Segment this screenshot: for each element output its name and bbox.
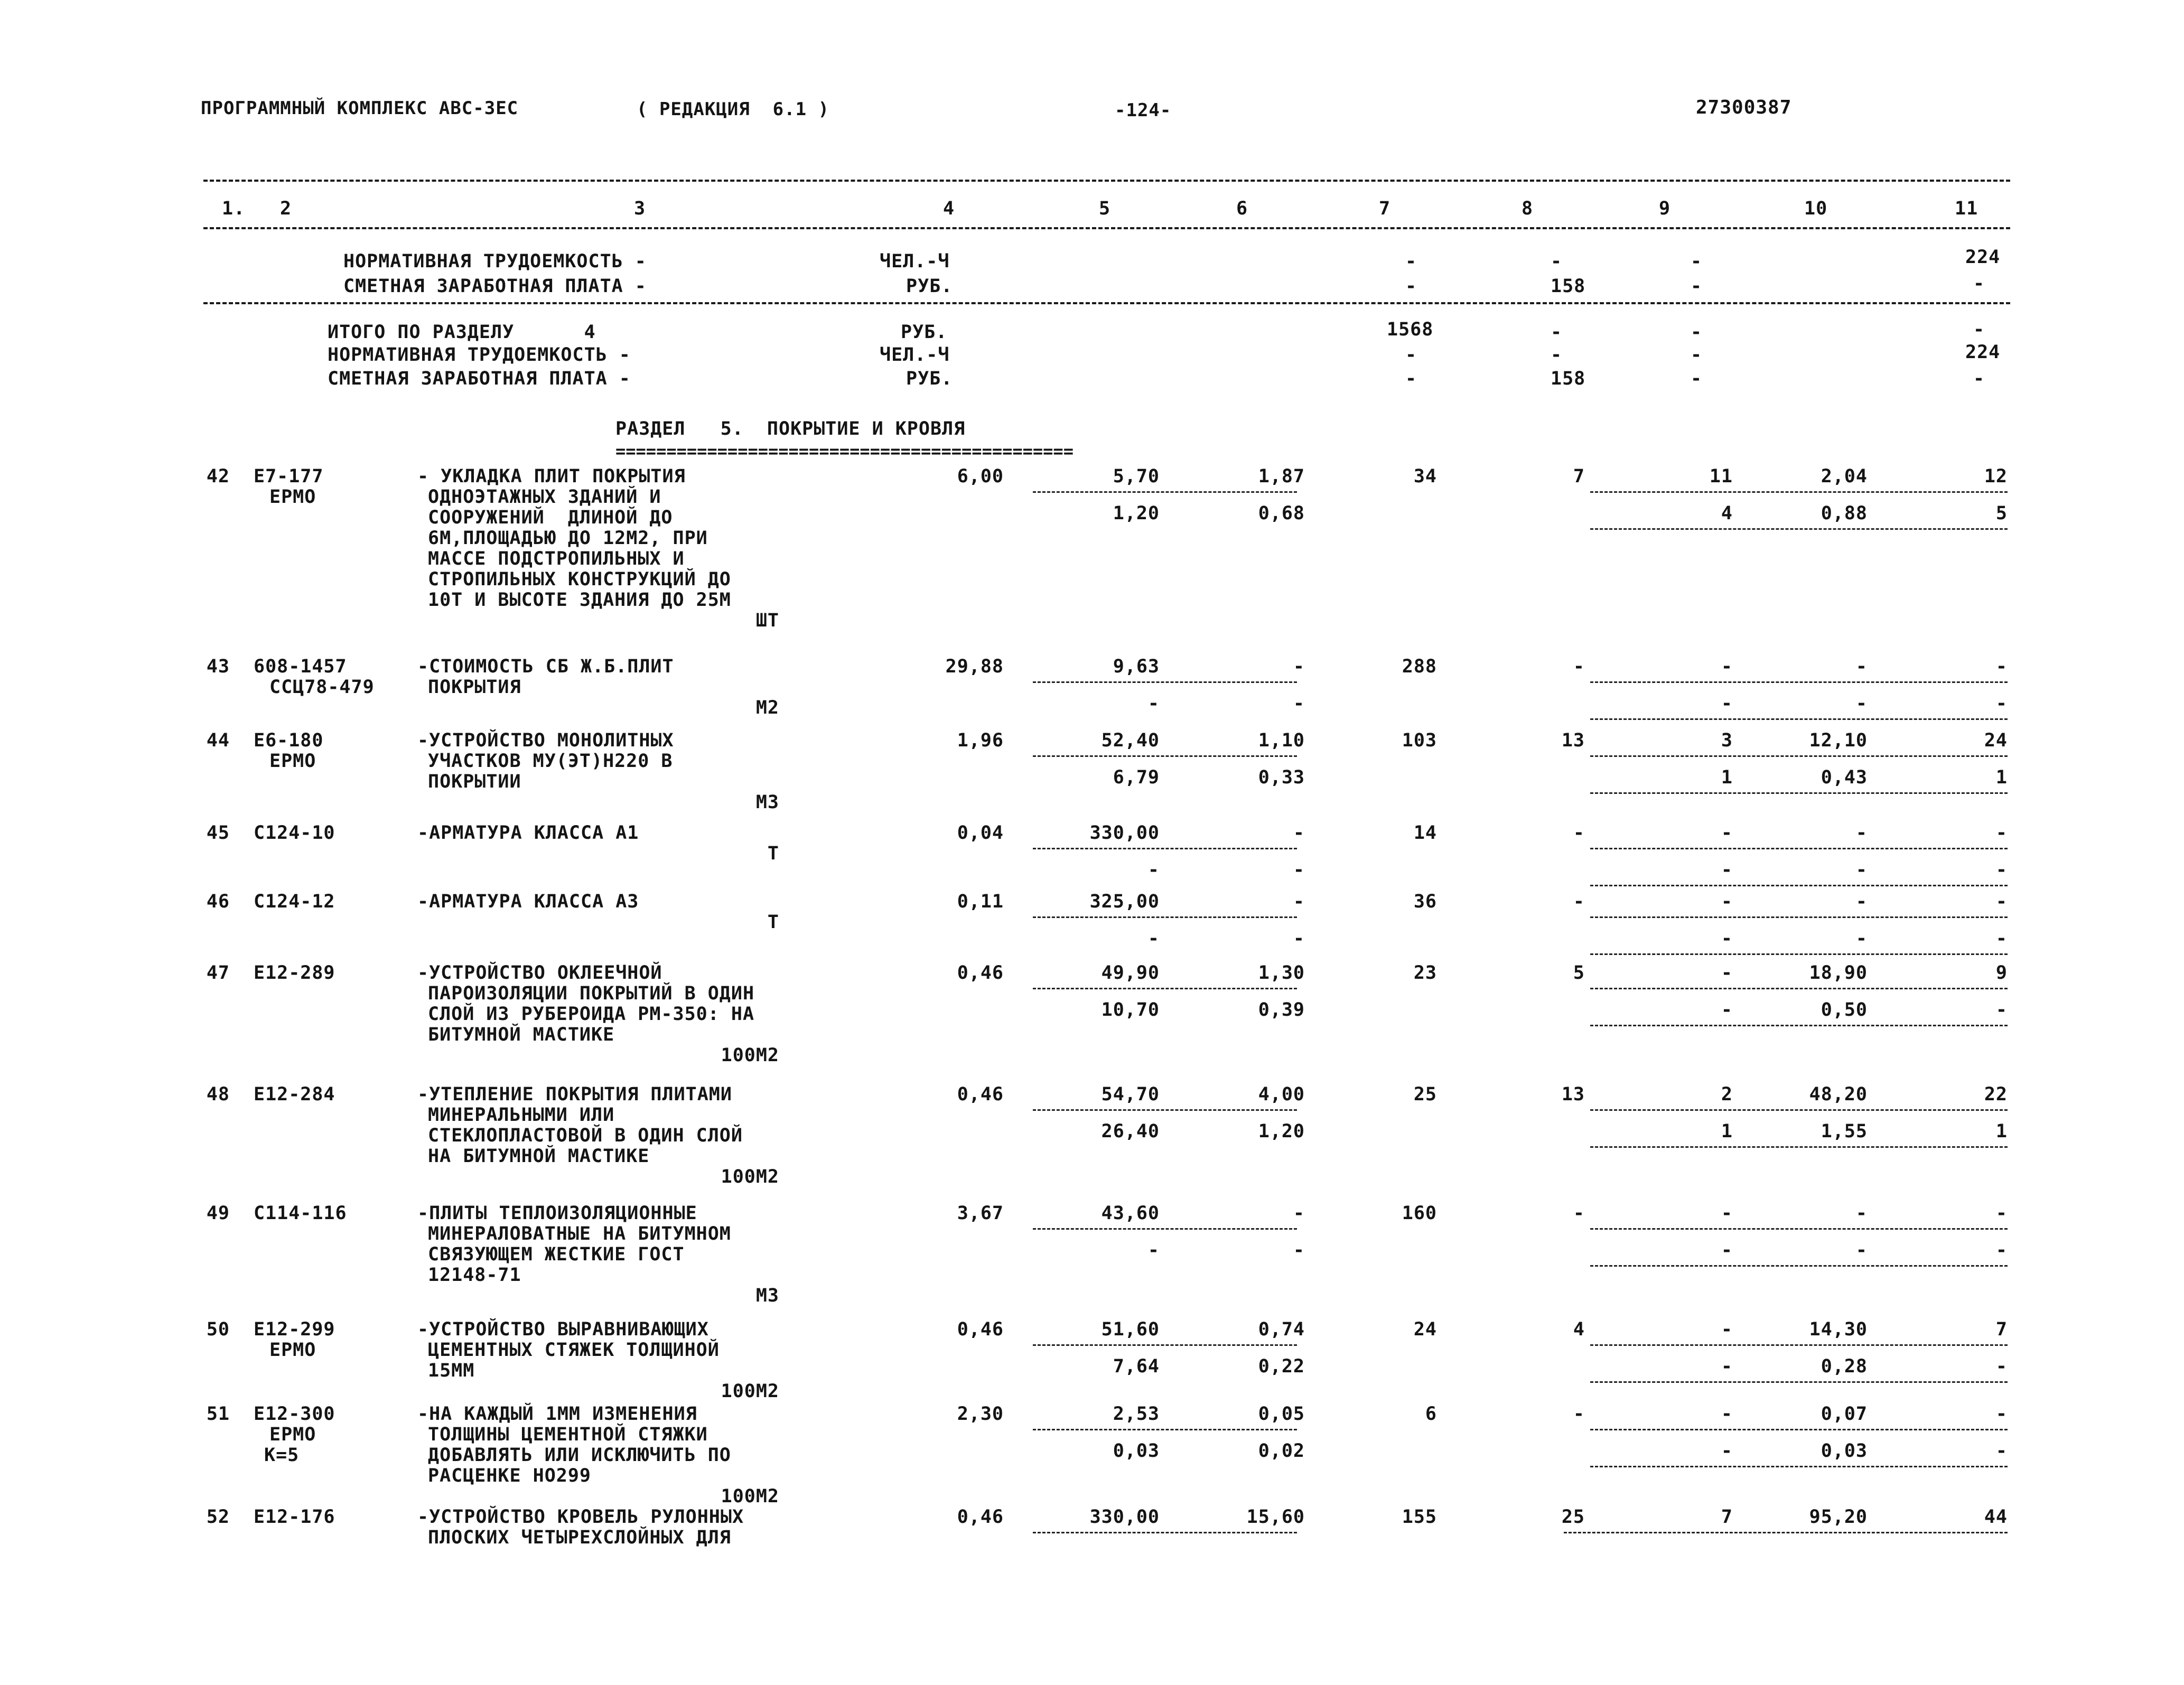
- block-rule: [203, 302, 2010, 304]
- description-line: -УТЕПЛЕНИЕ ПОКРЫТИЯ ПЛИТАМИ: [417, 1084, 732, 1105]
- row-number: 42: [206, 466, 230, 487]
- total-wage-label: СМЕТНАЯ ЗАРАБОТНАЯ ПЛАТА -: [328, 368, 631, 389]
- norm-labor-unit: ЧЕЛ.-Ч: [880, 251, 950, 272]
- wage-unit: РУБ.: [906, 276, 953, 297]
- description-line: УЧАСТКОВ МУ(ЭТ)Н220 В: [428, 751, 673, 772]
- cell-c10-wages: -: [1855, 928, 1868, 949]
- cell-c5: 52,40: [1101, 730, 1160, 751]
- resource-code: С124-10: [254, 822, 335, 844]
- cell-c8: -: [1573, 1203, 1585, 1224]
- cell-c10-wages: 0,43: [1821, 767, 1868, 788]
- cell-c5-wages: 0,03: [1113, 1440, 1160, 1462]
- separator: [1033, 1429, 1297, 1430]
- wage-c11: -: [1973, 273, 1985, 294]
- description-line: ПОКРЫТИИ: [428, 771, 521, 792]
- cell-c9: -: [1721, 1319, 1733, 1340]
- cell-c5-wages: 1,20: [1113, 503, 1160, 524]
- cell-c7: 160: [1402, 1203, 1437, 1224]
- cell-c5-wages: -: [1147, 928, 1160, 949]
- resource-code: Е12-284: [254, 1084, 335, 1105]
- cell-c7: 34: [1413, 466, 1437, 487]
- cell-c10-wages: -: [1855, 1240, 1868, 1261]
- separator: [1033, 681, 1297, 683]
- cell-c8: -: [1573, 656, 1585, 677]
- description-line: -СТОИМОСТЬ СБ Ж.Б.ПЛИТ: [417, 656, 674, 677]
- cell-c10-wages: 0,03: [1821, 1440, 1868, 1462]
- cell-c5: 2,53: [1113, 1403, 1160, 1425]
- total-c8: -: [1551, 322, 1563, 343]
- row-number: 43: [206, 656, 230, 677]
- cell-c10: 0,07: [1821, 1403, 1868, 1425]
- separator: [1590, 528, 2008, 530]
- column-header-7: 7: [1379, 198, 1391, 219]
- separator: [1590, 718, 2008, 720]
- cell-c9: -: [1721, 822, 1733, 844]
- cell-c10-wages: 0,88: [1821, 503, 1868, 524]
- column-header-2: 2: [280, 198, 292, 219]
- resource-code: Е12-299: [254, 1319, 335, 1340]
- row-number: 47: [206, 962, 230, 984]
- description-line: СВЯЗУЮЩЕМ ЖЕСТКИЕ ГОСТ: [428, 1244, 685, 1265]
- cell-c6: 1,10: [1258, 730, 1305, 751]
- total-labor-c11: 224: [1965, 342, 2001, 363]
- separator: [1590, 916, 2008, 918]
- total-wage-c11: -: [1973, 368, 1985, 389]
- cell-c8: 7: [1573, 466, 1585, 487]
- cell-c8: 4: [1573, 1319, 1585, 1340]
- cell-c7: 14: [1413, 822, 1437, 844]
- resource-code-sub: ЕРМО: [269, 751, 316, 772]
- cell-c4: 3,67: [957, 1203, 1004, 1224]
- description-line: ЦЕМЕНТНЫХ СТЯЖЕК ТОЛЩИНОЙ: [428, 1340, 720, 1361]
- cell-c7: 103: [1402, 730, 1437, 751]
- cell-c5: 325,00: [1089, 891, 1160, 912]
- total-c11: -: [1973, 319, 1985, 340]
- total-unit: РУБ.: [901, 322, 948, 343]
- cell-c9: -: [1721, 1203, 1733, 1224]
- separator: [1033, 491, 1297, 493]
- separator: [1564, 1532, 2008, 1533]
- cell-c10: 48,20: [1809, 1084, 1868, 1105]
- row-number: 45: [206, 822, 230, 844]
- row-number: 52: [206, 1506, 230, 1528]
- description-line: МАССЕ ПОДСТРОПИЛЬНЫХ И: [428, 548, 685, 569]
- cell-c8: -: [1573, 891, 1585, 912]
- separator: [1590, 988, 2008, 989]
- document-code: 27300387: [1696, 97, 1792, 118]
- cell-c6: 1,30: [1258, 962, 1305, 984]
- cell-c6: 0,74: [1258, 1319, 1305, 1340]
- cell-c4: 0,46: [957, 1319, 1004, 1340]
- cell-c11-wages: 1: [1995, 1121, 2008, 1142]
- cell-c4: 6,00: [957, 466, 1004, 487]
- cell-c10-wages: 0,50: [1821, 999, 1868, 1021]
- separator: [1590, 1025, 2008, 1026]
- separator: [1590, 1265, 2008, 1267]
- cell-c9-wages: -: [1721, 859, 1733, 881]
- norm-labor-c11: 224: [1965, 247, 2001, 268]
- program-title: ПРОГРАММНЫЙ КОМПЛЕКС АВС-3ЕС: [201, 98, 519, 119]
- cell-c8: 5: [1573, 962, 1585, 984]
- description-line: -УСТРОЙСТВО ВЫРАВНИВАЮЩИХ: [417, 1319, 709, 1340]
- column-header-10: 10: [1804, 198, 1828, 219]
- unit-label: М2: [755, 697, 779, 718]
- cell-c9-wages: -: [1721, 1356, 1733, 1377]
- resource-code-sub: ССЦ78-479: [269, 677, 375, 698]
- resource-code: Е12-300: [254, 1403, 335, 1425]
- description-line: -НА КАЖДЫЙ 1ММ ИЗМЕНЕНИЯ: [417, 1403, 697, 1425]
- cell-c11: 22: [1984, 1084, 2008, 1105]
- column-header-9: 9: [1659, 198, 1671, 219]
- section-title: РАЗДЕЛ 5. ПОКРЫТИЕ И КРОВЛЯ: [615, 418, 966, 439]
- cell-c4: 0,11: [957, 891, 1004, 912]
- description-line: СЛОЙ ИЗ РУБЕРОИДА РМ-350: НА: [428, 1004, 755, 1025]
- cell-c10: 14,30: [1809, 1319, 1868, 1340]
- row-number: 48: [206, 1084, 230, 1105]
- cell-c4: 29,88: [945, 656, 1004, 677]
- separator: [1590, 491, 2008, 493]
- cell-c6: 1,87: [1258, 466, 1305, 487]
- cell-c4: 0,46: [957, 962, 1004, 984]
- cell-c10-wages: 1,55: [1821, 1121, 1868, 1142]
- description-line: СТЕКЛОПЛАСТОВОЙ В ОДИН СЛОЙ: [428, 1125, 743, 1146]
- resource-code: С114-116: [254, 1203, 347, 1224]
- wage-c9: -: [1691, 276, 1703, 297]
- resource-code: С124-12: [254, 891, 335, 912]
- cell-c5: 9,63: [1113, 656, 1160, 677]
- cell-c11-wages: 5: [1995, 503, 2008, 524]
- cell-c11: 12: [1984, 466, 2008, 487]
- total-wage-c9: -: [1691, 368, 1703, 389]
- total-label: ИТОГО ПО РАЗДЕЛУ 4: [328, 322, 596, 343]
- wage-c8: 158: [1551, 276, 1586, 297]
- description-line: -АРМАТУРА КЛАССА А3: [417, 891, 639, 912]
- separator: [1590, 848, 2008, 849]
- resource-code: 608-1457: [254, 656, 347, 677]
- cell-c8: -: [1573, 1403, 1585, 1425]
- cell-c9-wages: -: [1721, 693, 1733, 714]
- cell-c9: -: [1721, 891, 1733, 912]
- separator: [1590, 755, 2008, 757]
- cell-c9-wages: -: [1721, 928, 1733, 949]
- cell-c9: 3: [1721, 730, 1733, 751]
- header-top-rule: [203, 180, 2010, 182]
- cell-c6-wages: -: [1293, 693, 1305, 714]
- description-line: ПАРОИЗОЛЯЦИИ ПОКРЫТИЙ В ОДИН: [428, 983, 755, 1004]
- total-c7: 1568: [1387, 319, 1434, 340]
- separator: [1590, 1466, 2008, 1467]
- cell-c10: -: [1855, 822, 1868, 844]
- separator: [1590, 953, 2008, 955]
- norm-labor-c8: -: [1551, 251, 1563, 272]
- cell-c11: -: [1995, 891, 2008, 912]
- wage-c7: -: [1405, 276, 1417, 297]
- description-line: ДОБАВЛЯТЬ ИЛИ ИСКЛЮЧИТЬ ПО: [428, 1445, 731, 1466]
- cell-c6: -: [1293, 822, 1305, 844]
- total-labor-c8: -: [1551, 344, 1563, 366]
- column-header-5: 5: [1099, 198, 1111, 219]
- cell-c7: 25: [1413, 1084, 1437, 1105]
- cell-c11: -: [1995, 656, 2008, 677]
- description-line: ПОКРЫТИЯ: [428, 677, 521, 698]
- cell-c4: 1,96: [957, 730, 1004, 751]
- cell-c8: 13: [1561, 1084, 1585, 1105]
- unit-label: М3: [755, 792, 779, 813]
- cell-c6: -: [1293, 1203, 1305, 1224]
- cell-c6-wages: -: [1293, 1240, 1305, 1261]
- cell-c11: -: [1995, 1403, 2008, 1425]
- cell-c5-wages: -: [1147, 859, 1160, 881]
- cell-c11: -: [1995, 822, 2008, 844]
- description-line: ОДНОЭТАЖНЫХ ЗДАНИЙ И: [428, 486, 661, 508]
- header-bottom-rule: [203, 227, 2010, 229]
- cell-c5-wages: -: [1147, 1240, 1160, 1261]
- description-line: СООРУЖЕНИЙ ДЛИНОЙ ДО: [428, 507, 673, 528]
- cell-c7: 288: [1402, 656, 1437, 677]
- separator: [1033, 1532, 1297, 1533]
- section-underline: =============================================: [615, 441, 1074, 461]
- resource-code: Е7-177: [254, 466, 324, 487]
- total-c9: -: [1691, 322, 1703, 343]
- cell-c4: 2,30: [957, 1403, 1004, 1425]
- resource-code: Е6-180: [254, 730, 324, 751]
- cell-c5: 330,00: [1089, 1506, 1160, 1528]
- cell-c11-wages: -: [1995, 693, 2008, 714]
- cell-c11: 7: [1995, 1319, 2008, 1340]
- unit-label: Т: [767, 912, 779, 933]
- row-number: 44: [206, 730, 230, 751]
- cell-c5: 5,70: [1113, 466, 1160, 487]
- cell-c6: -: [1293, 891, 1305, 912]
- cell-c7: 6: [1425, 1403, 1437, 1425]
- cell-c8: 25: [1561, 1506, 1585, 1528]
- cell-c11: 44: [1984, 1506, 2008, 1528]
- description-line: 12148-71: [428, 1265, 521, 1286]
- cell-c11: -: [1995, 1203, 2008, 1224]
- norm-labor-c9: -: [1691, 251, 1703, 272]
- unit-label: 100М2: [721, 1381, 779, 1402]
- cell-c9: -: [1721, 962, 1733, 984]
- column-header-6: 6: [1236, 198, 1248, 219]
- cell-c9-wages: 1: [1721, 1121, 1733, 1142]
- separator: [1590, 792, 2008, 794]
- cell-c8: -: [1573, 822, 1585, 844]
- separator: [1033, 1228, 1297, 1230]
- cell-c6-wages: 0,68: [1258, 503, 1305, 524]
- cell-c5: 330,00: [1089, 822, 1160, 844]
- cell-c10: -: [1855, 891, 1868, 912]
- separator: [1590, 681, 2008, 683]
- separator: [1033, 988, 1297, 989]
- cell-c9-wages: 4: [1721, 503, 1733, 524]
- cell-c6: 4,00: [1258, 1084, 1305, 1105]
- description-line: 15ММ: [428, 1360, 475, 1381]
- cell-c9-wages: 1: [1721, 767, 1733, 788]
- cell-c10-wages: -: [1855, 859, 1868, 881]
- cell-c9: 2: [1721, 1084, 1733, 1105]
- column-header-1: 1.: [222, 198, 246, 219]
- cell-c5-wages: -: [1147, 693, 1160, 714]
- cell-c8: 13: [1561, 730, 1585, 751]
- column-header-3: 3: [634, 198, 646, 219]
- cell-c10-wages: -: [1855, 693, 1868, 714]
- description-line: ТОЛЩИНЫ ЦЕМЕНТНОЙ СТЯЖКИ: [428, 1424, 708, 1445]
- cell-c11-wages: -: [1995, 1356, 2008, 1377]
- description-line: - УКЛАДКА ПЛИТ ПОКРЫТИЯ: [417, 466, 686, 487]
- row-number: 51: [206, 1403, 230, 1425]
- cell-c5: 49,90: [1101, 962, 1160, 984]
- column-header-4: 4: [943, 198, 955, 219]
- cell-c6: 0,05: [1258, 1403, 1305, 1425]
- cell-c10: 18,90: [1809, 962, 1868, 984]
- cell-c5: 43,60: [1101, 1203, 1160, 1224]
- cell-c11-wages: -: [1995, 999, 2008, 1021]
- page-number: -124-: [1115, 100, 1172, 121]
- cell-c9: 11: [1709, 466, 1733, 487]
- description-line: 6М,ПЛОЩАДЬЮ ДО 12М2, ПРИ: [428, 528, 708, 549]
- cell-c9-wages: -: [1721, 1440, 1733, 1462]
- coefficient: К=5: [264, 1445, 300, 1466]
- cell-c7: 155: [1402, 1506, 1437, 1528]
- norm-labor-label: НОРМАТИВНАЯ ТРУДОЕМКОСТЬ -: [343, 251, 647, 272]
- description-line: -УСТРОЙСТВО МОНОЛИТНЫХ: [417, 730, 674, 751]
- cell-c11-wages: 1: [1995, 767, 2008, 788]
- resource-code-sub: ЕРМО: [269, 486, 316, 508]
- cell-c5: 51,60: [1101, 1319, 1160, 1340]
- resource-code: Е12-289: [254, 962, 335, 984]
- cell-c4: 0,46: [957, 1506, 1004, 1528]
- separator: [1590, 1381, 2008, 1383]
- separator: [1590, 1146, 2008, 1148]
- cell-c4: 0,46: [957, 1084, 1004, 1105]
- cell-c6-wages: -: [1293, 928, 1305, 949]
- description-line: -АРМАТУРА КЛАССА А1: [417, 822, 639, 844]
- cell-c7: 24: [1413, 1319, 1437, 1340]
- separator: [1590, 1228, 2008, 1230]
- description-line: НА БИТУМНОЙ МАСТИКЕ: [428, 1146, 650, 1167]
- description-line: -УСТРОЙСТВО ОКЛЕЕЧНОЙ: [417, 962, 662, 984]
- separator: [1033, 1344, 1297, 1346]
- separator: [1033, 1109, 1297, 1111]
- description-line: 10Т И ВЫСОТЕ ЗДАНИЯ ДО 25М: [428, 589, 731, 611]
- cell-c6-wages: 0,33: [1258, 767, 1305, 788]
- description-line: СТРОПИЛЬНЫХ КОНСТРУКЦИЙ ДО: [428, 569, 731, 590]
- separator: [1590, 1344, 2008, 1346]
- unit-label: Т: [767, 843, 779, 864]
- cell-c10: 12,10: [1809, 730, 1868, 751]
- resource-code: Е12-176: [254, 1506, 335, 1528]
- row-number: 46: [206, 891, 230, 912]
- unit-label: М3: [755, 1285, 779, 1306]
- cell-c6: -: [1293, 656, 1305, 677]
- cell-c6-wages: 1,20: [1258, 1121, 1305, 1142]
- separator: [1590, 1429, 2008, 1430]
- separator: [1590, 885, 2008, 886]
- cell-c6-wages: 0,02: [1258, 1440, 1305, 1462]
- description-line: БИТУМНОЙ МАСТИКЕ: [428, 1024, 615, 1045]
- cell-c5-wages: 7,64: [1113, 1356, 1160, 1377]
- column-header-8: 8: [1522, 198, 1534, 219]
- row-number: 50: [206, 1319, 230, 1340]
- unit-label: 100М2: [721, 1045, 779, 1066]
- description-line: МИНЕРАЛОВАТНЫЕ НА БИТУМНОМ: [428, 1223, 731, 1244]
- column-header-11: 11: [1955, 198, 1978, 219]
- unit-label: ШТ: [755, 610, 779, 631]
- cell-c11-wages: -: [1995, 859, 2008, 881]
- total-wage-unit: РУБ.: [906, 368, 953, 389]
- norm-labor-c7: -: [1405, 251, 1417, 272]
- separator: [1590, 1109, 2008, 1111]
- cell-c11-wages: -: [1995, 928, 2008, 949]
- cell-c7: 36: [1413, 891, 1437, 912]
- cell-c5-wages: 10,70: [1101, 999, 1160, 1021]
- cell-c6-wages: -: [1293, 859, 1305, 881]
- wage-label: СМЕТНАЯ ЗАРАБОТНАЯ ПЛАТА -: [343, 276, 647, 297]
- description-line: -ПЛИТЫ ТЕПЛОИЗОЛЯЦИОННЫЕ: [417, 1203, 697, 1224]
- cell-c11: 9: [1995, 962, 2008, 984]
- unit-label: 100М2: [721, 1166, 779, 1187]
- cell-c11-wages: -: [1995, 1440, 2008, 1462]
- cell-c5-wages: 6,79: [1113, 767, 1160, 788]
- cell-c6: 15,60: [1246, 1506, 1305, 1528]
- row-number: 49: [206, 1203, 230, 1224]
- unit-label: 100М2: [721, 1486, 779, 1507]
- total-labor-label: НОРМАТИВНАЯ ТРУДОЕМКОСТЬ -: [328, 344, 631, 366]
- cell-c10: 2,04: [1821, 466, 1868, 487]
- cell-c6-wages: 0,39: [1258, 999, 1305, 1021]
- cell-c9-wages: -: [1721, 1240, 1733, 1261]
- resource-code-sub: ЕРМО: [269, 1340, 316, 1361]
- separator: [1033, 755, 1297, 757]
- cell-c11-wages: -: [1995, 1240, 2008, 1261]
- total-labor-c9: -: [1691, 344, 1703, 366]
- cell-c9: -: [1721, 1403, 1733, 1425]
- cell-c6-wages: 0,22: [1258, 1356, 1305, 1377]
- cell-c9-wages: -: [1721, 999, 1733, 1021]
- cell-c9: 7: [1721, 1506, 1733, 1528]
- cell-c11: 24: [1984, 730, 2008, 751]
- total-wage-c7: -: [1405, 368, 1417, 389]
- separator: [1033, 848, 1297, 849]
- resource-code-sub: ЕРМО: [269, 1424, 316, 1445]
- description-line: ПЛОСКИХ ЧЕТЫРЕХСЛОЙНЫХ ДЛЯ: [428, 1527, 731, 1548]
- cell-c10-wages: 0,28: [1821, 1356, 1868, 1377]
- cell-c9: -: [1721, 656, 1733, 677]
- cell-c10: -: [1855, 1203, 1868, 1224]
- description-line: МИНЕРАЛЬНЫМИ ИЛИ: [428, 1104, 615, 1126]
- cell-c5-wages: 26,40: [1101, 1121, 1160, 1142]
- separator: [1033, 916, 1297, 918]
- total-wage-c8: 158: [1551, 368, 1586, 389]
- total-labor-unit: ЧЕЛ.-Ч: [880, 344, 950, 366]
- description-line: -УСТРОЙСТВО КРОВЕЛЬ РУЛОННЫХ: [417, 1506, 744, 1528]
- edition-label: ( РЕДАКЦИЯ 6.1 ): [637, 99, 829, 120]
- total-labor-c7: -: [1405, 344, 1417, 366]
- cell-c5: 54,70: [1101, 1084, 1160, 1105]
- cell-c10: 95,20: [1809, 1506, 1868, 1528]
- description-line: РАСЦЕНКЕ НО299: [428, 1465, 592, 1486]
- cell-c7: 23: [1413, 962, 1437, 984]
- cell-c4: 0,04: [957, 822, 1004, 844]
- cell-c10: -: [1855, 656, 1868, 677]
